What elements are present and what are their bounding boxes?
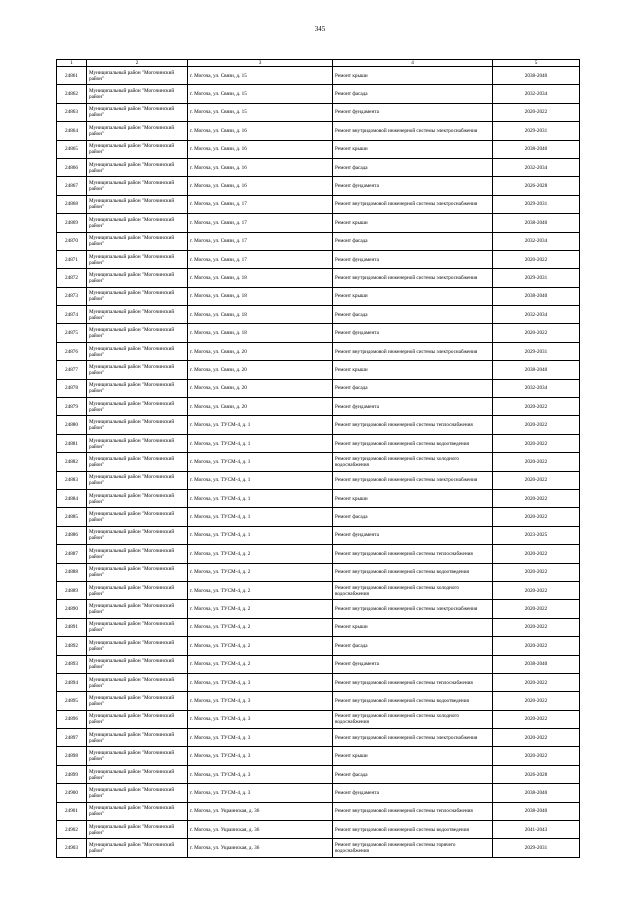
table-row (57, 398, 580, 416)
period-cell: 2020-2022 (493, 453, 580, 471)
row-number-cell: 24884 (57, 489, 87, 507)
address-cell: г. Могоча, ул. ТУСМ-4, д. 1 (188, 471, 333, 489)
address-cell: г. Могоча, ул. Украинская, д. 36 (188, 839, 333, 857)
table-row (57, 673, 580, 691)
table-row (57, 508, 580, 526)
table-row (57, 103, 580, 121)
row-number-cell: 24865 (57, 140, 87, 158)
row-number-cell: 24885 (57, 508, 87, 526)
table-row (57, 526, 580, 544)
row-number-cell: 24902 (57, 821, 87, 839)
work-type-cell: Ремонт внутридомовой инженерной системы водоотведения (333, 821, 493, 839)
period-cell: 2023-2025 (493, 526, 580, 544)
work-type-cell: Ремонт внутридомовой инженерной системы теплоснабжения (333, 545, 493, 563)
table-row (57, 747, 580, 765)
table-row (57, 655, 580, 673)
municipality-cell: Муниципальный район "Могочинский район" (87, 471, 188, 489)
table-row (57, 471, 580, 489)
row-number-cell: 24883 (57, 471, 87, 489)
municipality-cell: Муниципальный район "Могочинский район" (87, 103, 188, 121)
address-cell: г. Могоча, ул. Связи, д. 16 (188, 122, 333, 140)
work-type-cell: Ремонт внутридомовой инженерной системы холодного водоснабжения (333, 581, 493, 599)
period-cell: 2029-2031 (493, 122, 580, 140)
table-row (57, 434, 580, 452)
period-cell: 2020-2022 (493, 637, 580, 655)
period-cell: 2038-2040 (493, 287, 580, 305)
address-cell: г. Могоча, ул. Связи, д. 20 (188, 361, 333, 379)
row-number-cell: 24893 (57, 655, 87, 673)
period-cell: 2020-2022 (493, 545, 580, 563)
table-row (57, 489, 580, 507)
work-type-cell: Ремонт фасада (333, 637, 493, 655)
table-row (57, 306, 580, 324)
row-number-cell: 24891 (57, 618, 87, 636)
work-type-cell: Ремонт внутридомовой инженерной системы электроснабжения (333, 471, 493, 489)
row-number-cell: 24903 (57, 839, 87, 857)
municipality-cell: Муниципальный район "Могочинский район" (87, 398, 188, 416)
work-type-cell: Ремонт крыши (333, 214, 493, 232)
row-number-cell: 24874 (57, 306, 87, 324)
period-cell: 2020-2022 (493, 729, 580, 747)
work-type-cell: Ремонт крыши (333, 747, 493, 765)
period-cell: 2020-2022 (493, 673, 580, 691)
work-type-cell: Ремонт внутридомовой инженерной системы холодного водоснабжения (333, 710, 493, 728)
row-number-cell: 24873 (57, 287, 87, 305)
period-cell: 2038-2040 (493, 214, 580, 232)
work-type-cell: Ремонт фундамента (333, 324, 493, 342)
work-type-cell: Ремонт крыши (333, 287, 493, 305)
address-cell: г. Могоча, ул. ТУСМ-4, д. 3 (188, 784, 333, 802)
municipality-cell: Муниципальный район "Могочинский район" (87, 306, 188, 324)
period-cell: 2026-2028 (493, 765, 580, 783)
row-number-cell: 24880 (57, 416, 87, 434)
address-cell: г. Могоча, ул. ТУСМ-4, д. 1 (188, 453, 333, 471)
work-type-cell: Ремонт внутридомовой инженерной системы электроснабжения (333, 342, 493, 360)
row-number-cell: 24868 (57, 195, 87, 213)
table-row (57, 122, 580, 140)
column-header: 3 (188, 60, 333, 67)
address-cell: г. Могоча, ул. ТУСМ-4, д. 2 (188, 600, 333, 618)
municipality-cell: Муниципальный район "Могочинский район" (87, 563, 188, 581)
work-type-cell: Ремонт фундамента (333, 177, 493, 195)
table-row (57, 140, 580, 158)
address-cell: г. Могоча, ул. ТУСМ-4, д. 2 (188, 637, 333, 655)
address-cell: г. Могоча, ул. ТУСМ-4, д. 1 (188, 416, 333, 434)
work-type-cell: Ремонт фундамента (333, 655, 493, 673)
period-cell: 2029-2031 (493, 342, 580, 360)
address-cell: г. Могоча, ул. Связи, д. 17 (188, 250, 333, 268)
address-cell: г. Могоча, ул. Связи, д. 18 (188, 287, 333, 305)
address-cell: г. Могоча, ул. ТУСМ-4, д. 2 (188, 581, 333, 599)
column-header: 4 (333, 60, 493, 67)
table-row (57, 765, 580, 783)
work-type-cell: Ремонт крыши (333, 140, 493, 158)
work-type-cell: Ремонт фасада (333, 158, 493, 176)
municipality-cell: Муниципальный район "Могочинский район" (87, 710, 188, 728)
municipality-cell: Муниципальный район "Могочинский район" (87, 342, 188, 360)
municipality-cell: Муниципальный район "Могочинский район" (87, 784, 188, 802)
table-row (57, 839, 580, 857)
table-row (57, 214, 580, 232)
table-row (57, 710, 580, 728)
row-number-cell: 24899 (57, 765, 87, 783)
municipality-cell: Муниципальный район "Могочинский район" (87, 802, 188, 820)
municipality-cell: Муниципальный район "Могочинский район" (87, 250, 188, 268)
municipality-cell: Муниципальный район "Могочинский район" (87, 581, 188, 599)
period-cell: 2038-2040 (493, 140, 580, 158)
address-cell: г. Могоча, ул. Связи, д. 15 (188, 103, 333, 121)
municipality-cell: Муниципальный район "Могочинский район" (87, 821, 188, 839)
work-type-cell: Ремонт фасада (333, 85, 493, 103)
table-row (57, 269, 580, 287)
row-number-cell: 24867 (57, 177, 87, 195)
table-header-row (57, 60, 580, 67)
period-cell: 2029-2031 (493, 269, 580, 287)
period-cell: 2020-2022 (493, 398, 580, 416)
address-cell: г. Могоча, ул. Связи, д. 17 (188, 195, 333, 213)
work-type-cell: Ремонт внутридомовой инженерной системы электроснабжения (333, 122, 493, 140)
column-header: 5 (493, 60, 580, 67)
table-row (57, 821, 580, 839)
table-row (57, 600, 580, 618)
municipality-cell: Муниципальный район "Могочинский район" (87, 545, 188, 563)
period-cell: 2038-2040 (493, 655, 580, 673)
address-cell: г. Могоча, ул. ТУСМ-4, д. 3 (188, 692, 333, 710)
work-type-cell: Ремонт фундамента (333, 526, 493, 544)
row-number-cell: 24896 (57, 710, 87, 728)
municipality-cell: Муниципальный район "Могочинский район" (87, 324, 188, 342)
municipality-cell: Муниципальный район "Могочинский район" (87, 692, 188, 710)
address-cell: г. Могоча, ул. Связи, д. 18 (188, 269, 333, 287)
municipality-cell: Муниципальный район "Могочинский район" (87, 729, 188, 747)
table-row (57, 637, 580, 655)
table-row (57, 784, 580, 802)
period-cell: 2032-2034 (493, 85, 580, 103)
address-cell: г. Могоча, ул. ТУСМ-4, д. 2 (188, 563, 333, 581)
period-cell: 2020-2022 (493, 434, 580, 452)
repair-schedule-table (56, 59, 580, 858)
period-cell: 2026-2028 (493, 177, 580, 195)
row-number-cell: 24895 (57, 692, 87, 710)
address-cell: г. Могоча, ул. Украинская, д. 36 (188, 821, 333, 839)
period-cell: 2032-2034 (493, 306, 580, 324)
work-type-cell: Ремонт фасада (333, 379, 493, 397)
row-number-cell: 24877 (57, 361, 87, 379)
address-cell: г. Могоча, ул. Связи, д. 20 (188, 342, 333, 360)
row-number-cell: 24886 (57, 526, 87, 544)
table-row (57, 250, 580, 268)
address-cell: г. Могоча, ул. Связи, д. 20 (188, 379, 333, 397)
municipality-cell: Муниципальный район "Могочинский район" (87, 214, 188, 232)
work-type-cell: Ремонт внутридомовой инженерной системы теплоснабжения (333, 673, 493, 691)
row-number-cell: 24864 (57, 122, 87, 140)
address-cell: г. Могоча, ул. ТУСМ-4, д. 3 (188, 710, 333, 728)
work-type-cell: Ремонт внутридомовой инженерной системы электроснабжения (333, 269, 493, 287)
row-number-cell: 24875 (57, 324, 87, 342)
period-cell: 2032-2034 (493, 232, 580, 250)
municipality-cell: Муниципальный район "Могочинский район" (87, 600, 188, 618)
work-type-cell: Ремонт внутридомовой инженерной системы водоотведения (333, 692, 493, 710)
work-type-cell: Ремонт фасада (333, 765, 493, 783)
address-cell: г. Могоча, ул. ТУСМ-4, д. 2 (188, 618, 333, 636)
table-row (57, 618, 580, 636)
row-number-cell: 24901 (57, 802, 87, 820)
table-row (57, 67, 580, 85)
municipality-cell: Муниципальный район "Могочинский район" (87, 67, 188, 85)
row-number-cell: 24881 (57, 434, 87, 452)
period-cell: 2020-2022 (493, 618, 580, 636)
municipality-cell: Муниципальный район "Могочинский район" (87, 122, 188, 140)
period-cell: 2020-2022 (493, 581, 580, 599)
address-cell: г. Могоча, ул. Связи, д. 18 (188, 324, 333, 342)
address-cell: г. Могоча, ул. Связи, д. 16 (188, 140, 333, 158)
address-cell: г. Могоча, ул. ТУСМ-4, д. 1 (188, 508, 333, 526)
work-type-cell: Ремонт внутридомовой инженерной системы электроснабжения (333, 729, 493, 747)
municipality-cell: Муниципальный район "Могочинский район" (87, 526, 188, 544)
table-row (57, 287, 580, 305)
municipality-cell: Муниципальный район "Могочинский район" (87, 85, 188, 103)
table-row (57, 324, 580, 342)
municipality-cell: Муниципальный район "Могочинский район" (87, 747, 188, 765)
row-number-cell: 24866 (57, 158, 87, 176)
work-type-cell: Ремонт внутридомовой инженерной системы теплоснабжения (333, 416, 493, 434)
work-type-cell: Ремонт крыши (333, 361, 493, 379)
period-cell: 2029-2031 (493, 839, 580, 857)
period-cell: 2038-2040 (493, 361, 580, 379)
row-number-cell: 24900 (57, 784, 87, 802)
table-row (57, 177, 580, 195)
address-cell: г. Могоча, ул. ТУСМ-4, д. 2 (188, 655, 333, 673)
municipality-cell: Муниципальный район "Могочинский район" (87, 508, 188, 526)
municipality-cell: Муниципальный район "Могочинский район" (87, 232, 188, 250)
municipality-cell: Муниципальный район "Могочинский район" (87, 287, 188, 305)
municipality-cell: Муниципальный район "Могочинский район" (87, 416, 188, 434)
work-type-cell: Ремонт фундамента (333, 250, 493, 268)
row-number-cell: 24897 (57, 729, 87, 747)
row-number-cell: 24863 (57, 103, 87, 121)
row-number-cell: 24869 (57, 214, 87, 232)
period-cell: 2020-2022 (493, 489, 580, 507)
address-cell: г. Могоча, ул. Связи, д. 15 (188, 85, 333, 103)
row-number-cell: 24882 (57, 453, 87, 471)
row-number-cell: 24890 (57, 600, 87, 618)
period-cell: 2020-2022 (493, 508, 580, 526)
municipality-cell: Муниципальный район "Могочинский район" (87, 379, 188, 397)
table-row (57, 563, 580, 581)
table-row (57, 158, 580, 176)
row-number-cell: 24876 (57, 342, 87, 360)
row-number-cell: 24870 (57, 232, 87, 250)
work-type-cell: Ремонт крыши (333, 618, 493, 636)
row-number-cell: 24879 (57, 398, 87, 416)
table-row (57, 342, 580, 360)
address-cell: г. Могоча, ул. Связи, д. 16 (188, 158, 333, 176)
municipality-cell: Муниципальный район "Могочинский район" (87, 269, 188, 287)
column-header: 2 (87, 60, 188, 67)
address-cell: г. Могоча, ул. ТУСМ-4, д. 3 (188, 673, 333, 691)
work-type-cell: Ремонт внутридомовой инженерной системы горячего водоснабжения (333, 839, 493, 857)
column-header: 1 (57, 60, 87, 67)
address-cell: г. Могоча, ул. Связи, д. 18 (188, 306, 333, 324)
table-row (57, 729, 580, 747)
period-cell: 2029-2031 (493, 195, 580, 213)
period-cell: 2020-2022 (493, 103, 580, 121)
work-type-cell: Ремонт внутридомовой инженерной системы холодного водоснабжения (333, 453, 493, 471)
row-number-cell: 24862 (57, 85, 87, 103)
work-type-cell: Ремонт внутридомовой инженерной системы теплоснабжения (333, 802, 493, 820)
address-cell: г. Могоча, ул. Украинская, д. 36 (188, 802, 333, 820)
table-row (57, 361, 580, 379)
address-cell: г. Могоча, ул. Связи, д. 16 (188, 177, 333, 195)
page-number: 345 (314, 25, 326, 33)
period-cell: 2041-2043 (493, 821, 580, 839)
work-type-cell: Ремонт фундамента (333, 784, 493, 802)
row-number-cell: 24861 (57, 67, 87, 85)
row-number-cell: 24878 (57, 379, 87, 397)
municipality-cell: Муниципальный район "Могочинский район" (87, 839, 188, 857)
municipality-cell: Муниципальный район "Могочинский район" (87, 489, 188, 507)
work-type-cell: Ремонт фундамента (333, 398, 493, 416)
row-number-cell: 24888 (57, 563, 87, 581)
work-type-cell: Ремонт крыши (333, 489, 493, 507)
municipality-cell: Муниципальный район "Могочинский район" (87, 195, 188, 213)
period-cell: 2020-2022 (493, 600, 580, 618)
address-cell: г. Могоча, ул. Связи, д. 15 (188, 67, 333, 85)
address-cell: г. Могоча, ул. ТУСМ-4, д. 2 (188, 545, 333, 563)
table-row (57, 416, 580, 434)
address-cell: г. Могоча, ул. ТУСМ-4, д. 1 (188, 434, 333, 452)
municipality-cell: Муниципальный район "Могочинский район" (87, 618, 188, 636)
municipality-cell: Муниципальный район "Могочинский район" (87, 673, 188, 691)
table-row (57, 692, 580, 710)
period-cell: 2020-2022 (493, 747, 580, 765)
period-cell: 2020-2022 (493, 416, 580, 434)
row-number-cell: 24872 (57, 269, 87, 287)
municipality-cell: Муниципальный район "Могочинский район" (87, 453, 188, 471)
address-cell: г. Могоча, ул. ТУСМ-4, д. 3 (188, 765, 333, 783)
row-number-cell: 24892 (57, 637, 87, 655)
period-cell: 2020-2022 (493, 324, 580, 342)
address-cell: г. Могоча, ул. ТУСМ-4, д. 1 (188, 489, 333, 507)
municipality-cell: Муниципальный район "Могочинский район" (87, 177, 188, 195)
row-number-cell: 24889 (57, 581, 87, 599)
period-cell: 2020-2022 (493, 471, 580, 489)
period-cell: 2020-2022 (493, 692, 580, 710)
municipality-cell: Муниципальный район "Могочинский район" (87, 140, 188, 158)
table-row (57, 453, 580, 471)
row-number-cell: 24887 (57, 545, 87, 563)
table-row (57, 195, 580, 213)
period-cell: 2020-2022 (493, 710, 580, 728)
work-type-cell: Ремонт фасада (333, 306, 493, 324)
municipality-cell: Муниципальный район "Могочинский район" (87, 765, 188, 783)
address-cell: г. Могоча, ул. ТУСМ-4, д. 3 (188, 729, 333, 747)
work-type-cell: Ремонт внутридомовой инженерной системы водоотведения (333, 563, 493, 581)
table-row (57, 85, 580, 103)
row-number-cell: 24898 (57, 747, 87, 765)
table-row (57, 232, 580, 250)
municipality-cell: Муниципальный район "Могочинский район" (87, 655, 188, 673)
work-type-cell: Ремонт внутридомовой инженерной системы водоотведения (333, 434, 493, 452)
address-cell: г. Могоча, ул. ТУСМ-4, д. 1 (188, 526, 333, 544)
municipality-cell: Муниципальный район "Могочинский район" (87, 637, 188, 655)
address-cell: г. Могоча, ул. Связи, д. 17 (188, 232, 333, 250)
period-cell: 2038-2040 (493, 802, 580, 820)
period-cell: 2020-2022 (493, 563, 580, 581)
table-row (57, 545, 580, 563)
row-number-cell: 24894 (57, 673, 87, 691)
address-cell: г. Могоча, ул. ТУСМ-4, д. 3 (188, 747, 333, 765)
period-cell: 2038-2040 (493, 67, 580, 85)
table-body (57, 67, 580, 858)
municipality-cell: Муниципальный район "Могочинский район" (87, 434, 188, 452)
work-type-cell: Ремонт фундамента (333, 103, 493, 121)
work-type-cell: Ремонт фасада (333, 232, 493, 250)
work-type-cell: Ремонт крыши (333, 67, 493, 85)
municipality-cell: Муниципальный район "Могочинский район" (87, 158, 188, 176)
row-number-cell: 24871 (57, 250, 87, 268)
period-cell: 2032-2034 (493, 379, 580, 397)
period-cell: 2038-2040 (493, 784, 580, 802)
address-cell: г. Могоча, ул. Связи, д. 20 (188, 398, 333, 416)
table-row (57, 802, 580, 820)
period-cell: 2032-2034 (493, 158, 580, 176)
period-cell: 2020-2022 (493, 250, 580, 268)
work-type-cell: Ремонт внутридомовой инженерной системы электроснабжения (333, 195, 493, 213)
address-cell: г. Могоча, ул. Связи, д. 17 (188, 214, 333, 232)
work-type-cell: Ремонт внутридомовой инженерной системы электроснабжения (333, 600, 493, 618)
table-row (57, 581, 580, 599)
municipality-cell: Муниципальный район "Могочинский район" (87, 361, 188, 379)
work-type-cell: Ремонт фасада (333, 508, 493, 526)
table-row (57, 379, 580, 397)
